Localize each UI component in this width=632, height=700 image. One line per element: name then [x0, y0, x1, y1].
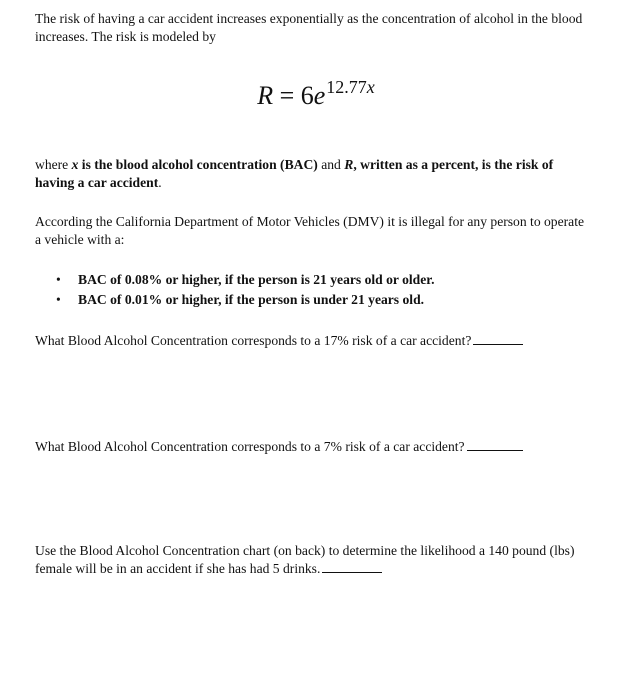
where-r-text: , written as a percent, is the risk of having a car accident	[35, 157, 554, 190]
question-1-text: What Blood Alcohol Concentration corresponds to a 17% risk of a car accident?	[35, 333, 472, 348]
where-x-text: is the blood alcohol concentration (BAC)	[78, 157, 318, 172]
answer-blank-3[interactable]	[322, 560, 382, 573]
intro-paragraph: The risk of having a car accident increases exponentially as the concentration of alcohol in the blood increases. The risk is modeled by	[35, 11, 583, 44]
formula-base: e	[313, 81, 326, 110]
answer-blank-1[interactable]	[473, 332, 523, 345]
dmv-paragraph: According the California Department of Motor Vehicles (DMV) it is illegal for any person to operate a vehicle with a:	[35, 214, 585, 247]
formula-equals: =	[279, 81, 295, 110]
question-2	[35, 438, 590, 456]
bullet-icon: •	[56, 272, 61, 287]
bullet-icon: •	[56, 292, 61, 307]
answer-blank-2[interactable]	[467, 438, 523, 451]
risk-formula	[0, 78, 632, 116]
rule-text: BAC of 0.08% or higher, if the person is 21 years old or older.	[78, 272, 435, 287]
formula-lhs: R	[257, 81, 274, 110]
list-item	[54, 271, 594, 291]
question-1	[35, 332, 590, 350]
variable-definition-paragraph	[35, 156, 590, 192]
dmv-rules-list	[54, 271, 594, 311]
formula-coefficient: 6	[300, 81, 314, 110]
formula-exponent	[326, 77, 375, 97]
question-3-text: Use the Blood Alcohol Concentration chart (on back) to determine the likelihood a 140 pound (lbs) female will be in an accident if she has had 5 drinks.	[35, 543, 575, 576]
where-prefix: where	[35, 157, 72, 172]
rule-text: BAC of 0.01% or higher, if the person is under 21 years old.	[78, 292, 425, 307]
where-r-variable: R	[344, 157, 354, 172]
formula-exponent-number: 12.77	[326, 77, 367, 97]
list-item	[54, 291, 594, 311]
where-and: and	[317, 157, 345, 172]
question-3	[35, 542, 590, 578]
question-2-text: What Blood Alcohol Concentration corresponds to a 7% risk of a car accident?	[35, 439, 465, 454]
where-x-variable: x	[71, 157, 79, 172]
where-end: .	[158, 175, 162, 190]
formula-exponent-variable: x	[366, 77, 375, 97]
